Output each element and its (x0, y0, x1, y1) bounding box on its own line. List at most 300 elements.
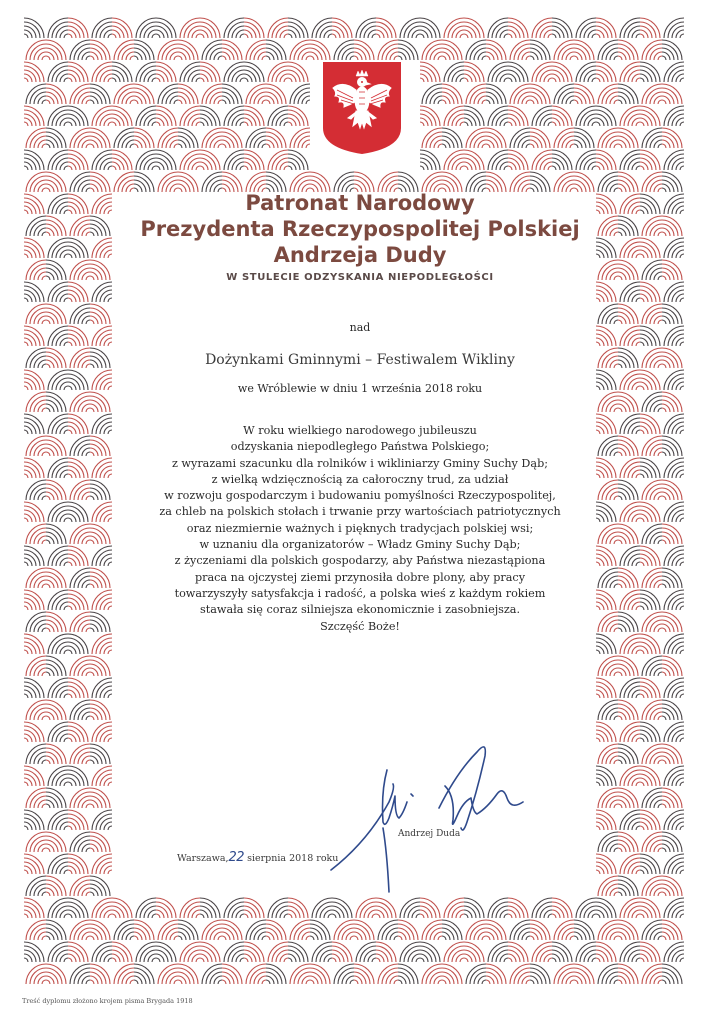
pattern-tile (334, 964, 354, 984)
date-rest: sierpnia 2018 roku (244, 853, 339, 864)
body-line: oraz niezmiernie ważnych i pięknych tradycjach polskiej wsi; (186, 521, 534, 535)
pattern-tile (24, 942, 44, 962)
pattern-tile (46, 260, 66, 280)
pattern-tile (664, 678, 684, 698)
pattern-tile (68, 942, 88, 962)
pattern-tile (92, 678, 112, 698)
pattern-tile (642, 348, 662, 368)
pattern-tile (576, 942, 596, 962)
pattern-tile (510, 920, 530, 940)
pattern-tile (574, 172, 594, 192)
pattern-tile (530, 964, 550, 984)
pattern-tile (70, 40, 90, 60)
pattern-tile (664, 194, 684, 214)
pattern-tile (530, 172, 550, 192)
pattern-tile (640, 634, 660, 654)
pattern-tile (290, 920, 310, 940)
pattern-tile (552, 942, 572, 962)
pattern-tile (112, 150, 132, 170)
pattern-tile (444, 942, 464, 962)
pattern-tile (664, 766, 684, 786)
pattern-tile (488, 942, 508, 962)
pattern-tile (618, 304, 638, 324)
body-line: za chleb na polskich stołach i trwanie przy wartościach patriotycznych (159, 505, 561, 519)
pattern-tile (554, 172, 574, 192)
pattern-tile (642, 700, 662, 720)
pattern-tile (90, 128, 110, 148)
pattern-tile (156, 106, 176, 126)
pattern-tile (136, 898, 156, 918)
pattern-tile (640, 194, 660, 214)
pattern-tile (422, 964, 442, 984)
pattern-tile (642, 436, 662, 456)
pattern-tile (640, 414, 660, 434)
pattern-tile (618, 700, 638, 720)
pattern-tile (576, 62, 596, 82)
pattern-tile (554, 128, 574, 148)
pattern-tile (26, 392, 46, 412)
pattern-tile (664, 326, 684, 346)
pattern-tile (90, 964, 110, 984)
pattern-tile (24, 898, 44, 918)
pattern-tile (200, 898, 220, 918)
pattern-tile (532, 18, 552, 38)
pattern-tile (24, 370, 44, 390)
pattern-tile (554, 964, 574, 984)
pattern-tile (486, 84, 506, 104)
pattern-tile (620, 414, 640, 434)
pattern-tile (134, 920, 154, 940)
pattern-tile (464, 106, 484, 126)
pattern-tile (442, 964, 462, 984)
pattern-tile (376, 942, 396, 962)
pattern-tile (620, 546, 640, 566)
pattern-tile (618, 568, 638, 588)
pattern-tile (68, 722, 88, 742)
pattern-tile (92, 238, 112, 258)
pattern-tile (620, 590, 640, 610)
pattern-tile (354, 40, 374, 60)
pattern-tile (266, 40, 286, 60)
pattern-tile (68, 546, 88, 566)
pattern-tile (68, 502, 88, 522)
pattern-tile (662, 128, 682, 148)
pattern-tile (268, 150, 288, 170)
pattern-tile (620, 722, 640, 742)
title-line: Andrzeja Dudy (273, 243, 447, 267)
pattern-tile (26, 788, 46, 808)
pattern-tile (576, 150, 596, 170)
pattern-tile (508, 62, 528, 82)
pattern-tile (574, 40, 594, 60)
pattern-tile (46, 84, 66, 104)
pattern-tile (246, 172, 266, 192)
pattern-tile (620, 854, 640, 874)
pattern-tile (664, 18, 684, 38)
pattern-tile (664, 810, 684, 830)
pattern-tile (618, 436, 638, 456)
pattern-tile (26, 304, 46, 324)
date-day-handwritten: 22 (228, 850, 245, 865)
pattern-tile (90, 436, 110, 456)
pattern-tile (576, 18, 596, 38)
pattern-tile (156, 18, 176, 38)
pattern-tile (26, 700, 46, 720)
pattern-tile (26, 524, 46, 544)
pattern-tile (598, 876, 618, 896)
pattern-tile (92, 414, 112, 434)
body-line: odzyskania niepodległego Państwa Polskiego; (230, 440, 490, 454)
pattern-tile (598, 216, 618, 236)
pattern-tile (420, 18, 440, 38)
pattern-tile (90, 920, 110, 940)
pattern-tile (48, 546, 68, 566)
pattern-tile (662, 40, 682, 60)
pattern-tile (224, 62, 244, 82)
pattern-tile (642, 832, 662, 852)
pattern-tile (508, 942, 528, 962)
pattern-tile (70, 744, 90, 764)
pattern-tile (532, 942, 552, 962)
pattern-tile (180, 62, 200, 82)
pattern-tile (178, 84, 198, 104)
pattern-tile (68, 326, 88, 346)
pattern-tile (662, 700, 682, 720)
pattern-tile (662, 920, 682, 940)
pattern-tile (464, 18, 484, 38)
pattern-tile (92, 326, 112, 346)
pattern-tile (640, 898, 660, 918)
pattern-tile (486, 920, 506, 940)
pattern-tile (662, 392, 682, 412)
pattern-tile (24, 62, 44, 82)
pattern-tile (642, 788, 662, 808)
pattern-tile (444, 18, 464, 38)
pattern-tile (640, 326, 660, 346)
pattern-tile (618, 260, 638, 280)
pattern-tile (488, 62, 508, 82)
pattern-tile (156, 942, 176, 962)
body-line: praca na ojczystej ziemi przynosiła dobre plony, aby pracy (194, 570, 526, 584)
pattern-tile (640, 18, 660, 38)
pattern-tile (46, 128, 66, 148)
pattern-tile (532, 106, 552, 126)
pattern-tile (642, 172, 662, 192)
pattern-tile (68, 414, 88, 434)
pattern-tile (244, 942, 264, 962)
pattern-tile (640, 590, 660, 610)
pattern-tile (662, 304, 682, 324)
pattern-tile (24, 106, 44, 126)
pattern-tile (26, 436, 46, 456)
pattern-tile (640, 942, 660, 962)
pattern-tile (70, 260, 90, 280)
pattern-tile (70, 788, 90, 808)
pattern-tile (532, 898, 552, 918)
pattern-tile (620, 458, 640, 478)
pattern-tile (598, 612, 618, 632)
pattern-tile (662, 524, 682, 544)
pattern-tile (48, 18, 68, 38)
pattern-tile (618, 964, 638, 984)
pattern-tile (24, 810, 44, 830)
pattern-tile (466, 40, 486, 60)
pattern-tile (664, 942, 684, 962)
pattern-tile (662, 876, 682, 896)
pattern-tile (598, 348, 618, 368)
pattern-tile (68, 238, 88, 258)
pattern-tile (26, 216, 46, 236)
pattern-tile (244, 898, 264, 918)
pattern-tile (48, 590, 68, 610)
pattern-tile (618, 392, 638, 412)
pattern-tile (596, 106, 616, 126)
pattern-tile (24, 150, 44, 170)
pattern-tile (136, 942, 156, 962)
pattern-tile (664, 634, 684, 654)
pattern-tile (200, 106, 220, 126)
pattern-tile (134, 172, 154, 192)
pattern-tile (92, 634, 112, 654)
pattern-tile (180, 18, 200, 38)
pattern-tile (222, 964, 242, 984)
title-line: Prezydenta Rzeczypospolitej Polskiej (140, 217, 580, 241)
pattern-tile (90, 304, 110, 324)
pattern-tile (68, 194, 88, 214)
pattern-tile (202, 128, 222, 148)
pattern-tile (598, 128, 618, 148)
body-line: stawała się coraz silniejsza ekonomicznie i zasobniejsza. (199, 603, 521, 617)
pattern-tile (268, 18, 288, 38)
pattern-tile (70, 480, 90, 500)
pattern-tile (92, 766, 112, 786)
pattern-tile (92, 282, 112, 302)
pattern-tile (68, 590, 88, 610)
pattern-tile (378, 964, 398, 984)
pattern-tile (598, 700, 618, 720)
pattern-tile (92, 898, 112, 918)
pattern-tile (464, 62, 484, 82)
pattern-tile (354, 920, 374, 940)
pattern-tile (442, 172, 462, 192)
pattern-tile (244, 62, 264, 82)
pattern-tile (642, 216, 662, 236)
pattern-tile (554, 920, 574, 940)
pattern-tile (202, 964, 222, 984)
pattern-tile (642, 260, 662, 280)
pattern-tile (244, 150, 264, 170)
pattern-tile (90, 568, 110, 588)
pattern-tile (244, 106, 264, 126)
pattern-tile (618, 788, 638, 808)
pattern-tile (68, 766, 88, 786)
pattern-tile (642, 524, 662, 544)
pattern-tile (70, 172, 90, 192)
pattern-tile (420, 62, 440, 82)
pattern-tile (422, 172, 442, 192)
pattern-tile (92, 854, 112, 874)
pattern-tile (200, 18, 220, 38)
pattern-tile (620, 18, 640, 38)
pattern-tile (664, 590, 684, 610)
pattern-tile (662, 568, 682, 588)
pattern-tile (618, 480, 638, 500)
pattern-tile (640, 238, 660, 258)
pattern-tile (620, 766, 640, 786)
polish-eagle-emblem-icon (323, 62, 401, 154)
pattern-tile (90, 84, 110, 104)
pattern-tile (134, 40, 154, 60)
pattern-tile (70, 920, 90, 940)
pattern-tile (46, 876, 66, 896)
pattern-tile (620, 678, 640, 698)
pattern-tile (574, 128, 594, 148)
pattern-tile (48, 194, 68, 214)
pattern-tile (178, 920, 198, 940)
pattern-tile (90, 832, 110, 852)
pattern-tile (26, 348, 46, 368)
pattern-tile (70, 348, 90, 368)
pattern-tile (620, 282, 640, 302)
event-name: Dożynkami Gminnymi – Festiwalem Wikliny (205, 352, 515, 368)
pattern-tile (618, 40, 638, 60)
body-line: z wielką wdzięcznością za całoroczny trud, za udział (211, 472, 509, 486)
pattern-tile (288, 898, 308, 918)
pattern-tile (114, 128, 134, 148)
pattern-tile (444, 106, 464, 126)
pattern-tile (180, 942, 200, 962)
pattern-tile (246, 40, 266, 60)
pattern-tile (48, 810, 68, 830)
pattern-tile (46, 348, 66, 368)
pattern-tile (202, 172, 222, 192)
pattern-tile (46, 788, 66, 808)
pattern-tile (400, 942, 420, 962)
pattern-tile (398, 920, 418, 940)
pattern-tile (268, 942, 288, 962)
pattern-tile (598, 436, 618, 456)
pattern-tile (642, 744, 662, 764)
pattern-tile (662, 612, 682, 632)
pattern-tile (596, 62, 616, 82)
pattern-tile (24, 634, 44, 654)
pattern-tile (112, 942, 132, 962)
pattern-tile (420, 150, 440, 170)
pattern-tile (332, 18, 352, 38)
pattern-tile (598, 788, 618, 808)
pattern-tile (68, 106, 88, 126)
pattern-tile (222, 920, 242, 940)
pattern-tile (312, 942, 332, 962)
pattern-tile (92, 150, 112, 170)
pattern-tile (90, 40, 110, 60)
pattern-tile (70, 876, 90, 896)
pattern-tile (662, 84, 682, 104)
body-line: w uznaniu dla organizatorów – Władz Gminy Suchy Dąb; (199, 538, 521, 552)
pattern-tile (618, 348, 638, 368)
pattern-tile (26, 480, 46, 500)
pattern-tile (134, 84, 154, 104)
pattern-tile (664, 458, 684, 478)
pattern-tile (92, 62, 112, 82)
pattern-tile (618, 524, 638, 544)
pattern-tile (70, 568, 90, 588)
pattern-tile (444, 62, 464, 82)
pattern-tile (222, 172, 242, 192)
pattern-tile (180, 106, 200, 126)
pattern-tile (68, 18, 88, 38)
pattern-tile (70, 216, 90, 236)
pattern-tile (90, 788, 110, 808)
pattern-tile (68, 282, 88, 302)
pattern-tile (486, 40, 506, 60)
pattern-tile (532, 62, 552, 82)
pattern-tile (114, 964, 134, 984)
pattern-tile (114, 84, 134, 104)
pattern-tile (642, 304, 662, 324)
pattern-tile (136, 106, 156, 126)
pattern-tile (620, 810, 640, 830)
pattern-tile (46, 216, 66, 236)
pattern-tile (508, 18, 528, 38)
pattern-tile (24, 326, 44, 346)
pattern-tile (134, 128, 154, 148)
pattern-tile (202, 40, 222, 60)
pattern-tile (290, 84, 310, 104)
pattern-tile (422, 128, 442, 148)
pattern-tile (378, 172, 398, 192)
pattern-tile (92, 458, 112, 478)
pattern-tile (90, 172, 110, 192)
pattern-tile (442, 128, 462, 148)
pattern-tile (290, 128, 310, 148)
pattern-tile (640, 678, 660, 698)
pattern-tile (356, 18, 376, 38)
pattern-tile (290, 964, 310, 984)
pattern-tile (68, 370, 88, 390)
pattern-tile (598, 260, 618, 280)
pattern-tile (598, 480, 618, 500)
pattern-tile (114, 40, 134, 60)
pattern-tile (136, 18, 156, 38)
pattern-tile (618, 744, 638, 764)
pattern-tile (662, 480, 682, 500)
pattern-tile (92, 194, 112, 214)
pattern-tile (48, 282, 68, 302)
pattern-tile (486, 172, 506, 192)
typeface-note: Treść dyplomu złożono krojem pisma Brygada 1918 (22, 997, 193, 1005)
pattern-tile (70, 612, 90, 632)
pattern-tile (24, 414, 44, 434)
pattern-tile (618, 128, 638, 148)
pattern-tile (156, 898, 176, 918)
pattern-tile (422, 40, 442, 60)
pattern-tile (24, 854, 44, 874)
pattern-tile (46, 700, 66, 720)
pattern-tile (664, 282, 684, 302)
pattern-tile (400, 18, 420, 38)
pattern-tile (642, 876, 662, 896)
pattern-tile (24, 238, 44, 258)
pattern-tile (510, 964, 530, 984)
pattern-tile (246, 964, 266, 984)
pattern-tile (70, 656, 90, 676)
pattern-tile (640, 546, 660, 566)
pattern-tile (46, 304, 66, 324)
pattern-tile (640, 766, 660, 786)
pattern-tile (554, 40, 574, 60)
pattern-tile (224, 150, 244, 170)
